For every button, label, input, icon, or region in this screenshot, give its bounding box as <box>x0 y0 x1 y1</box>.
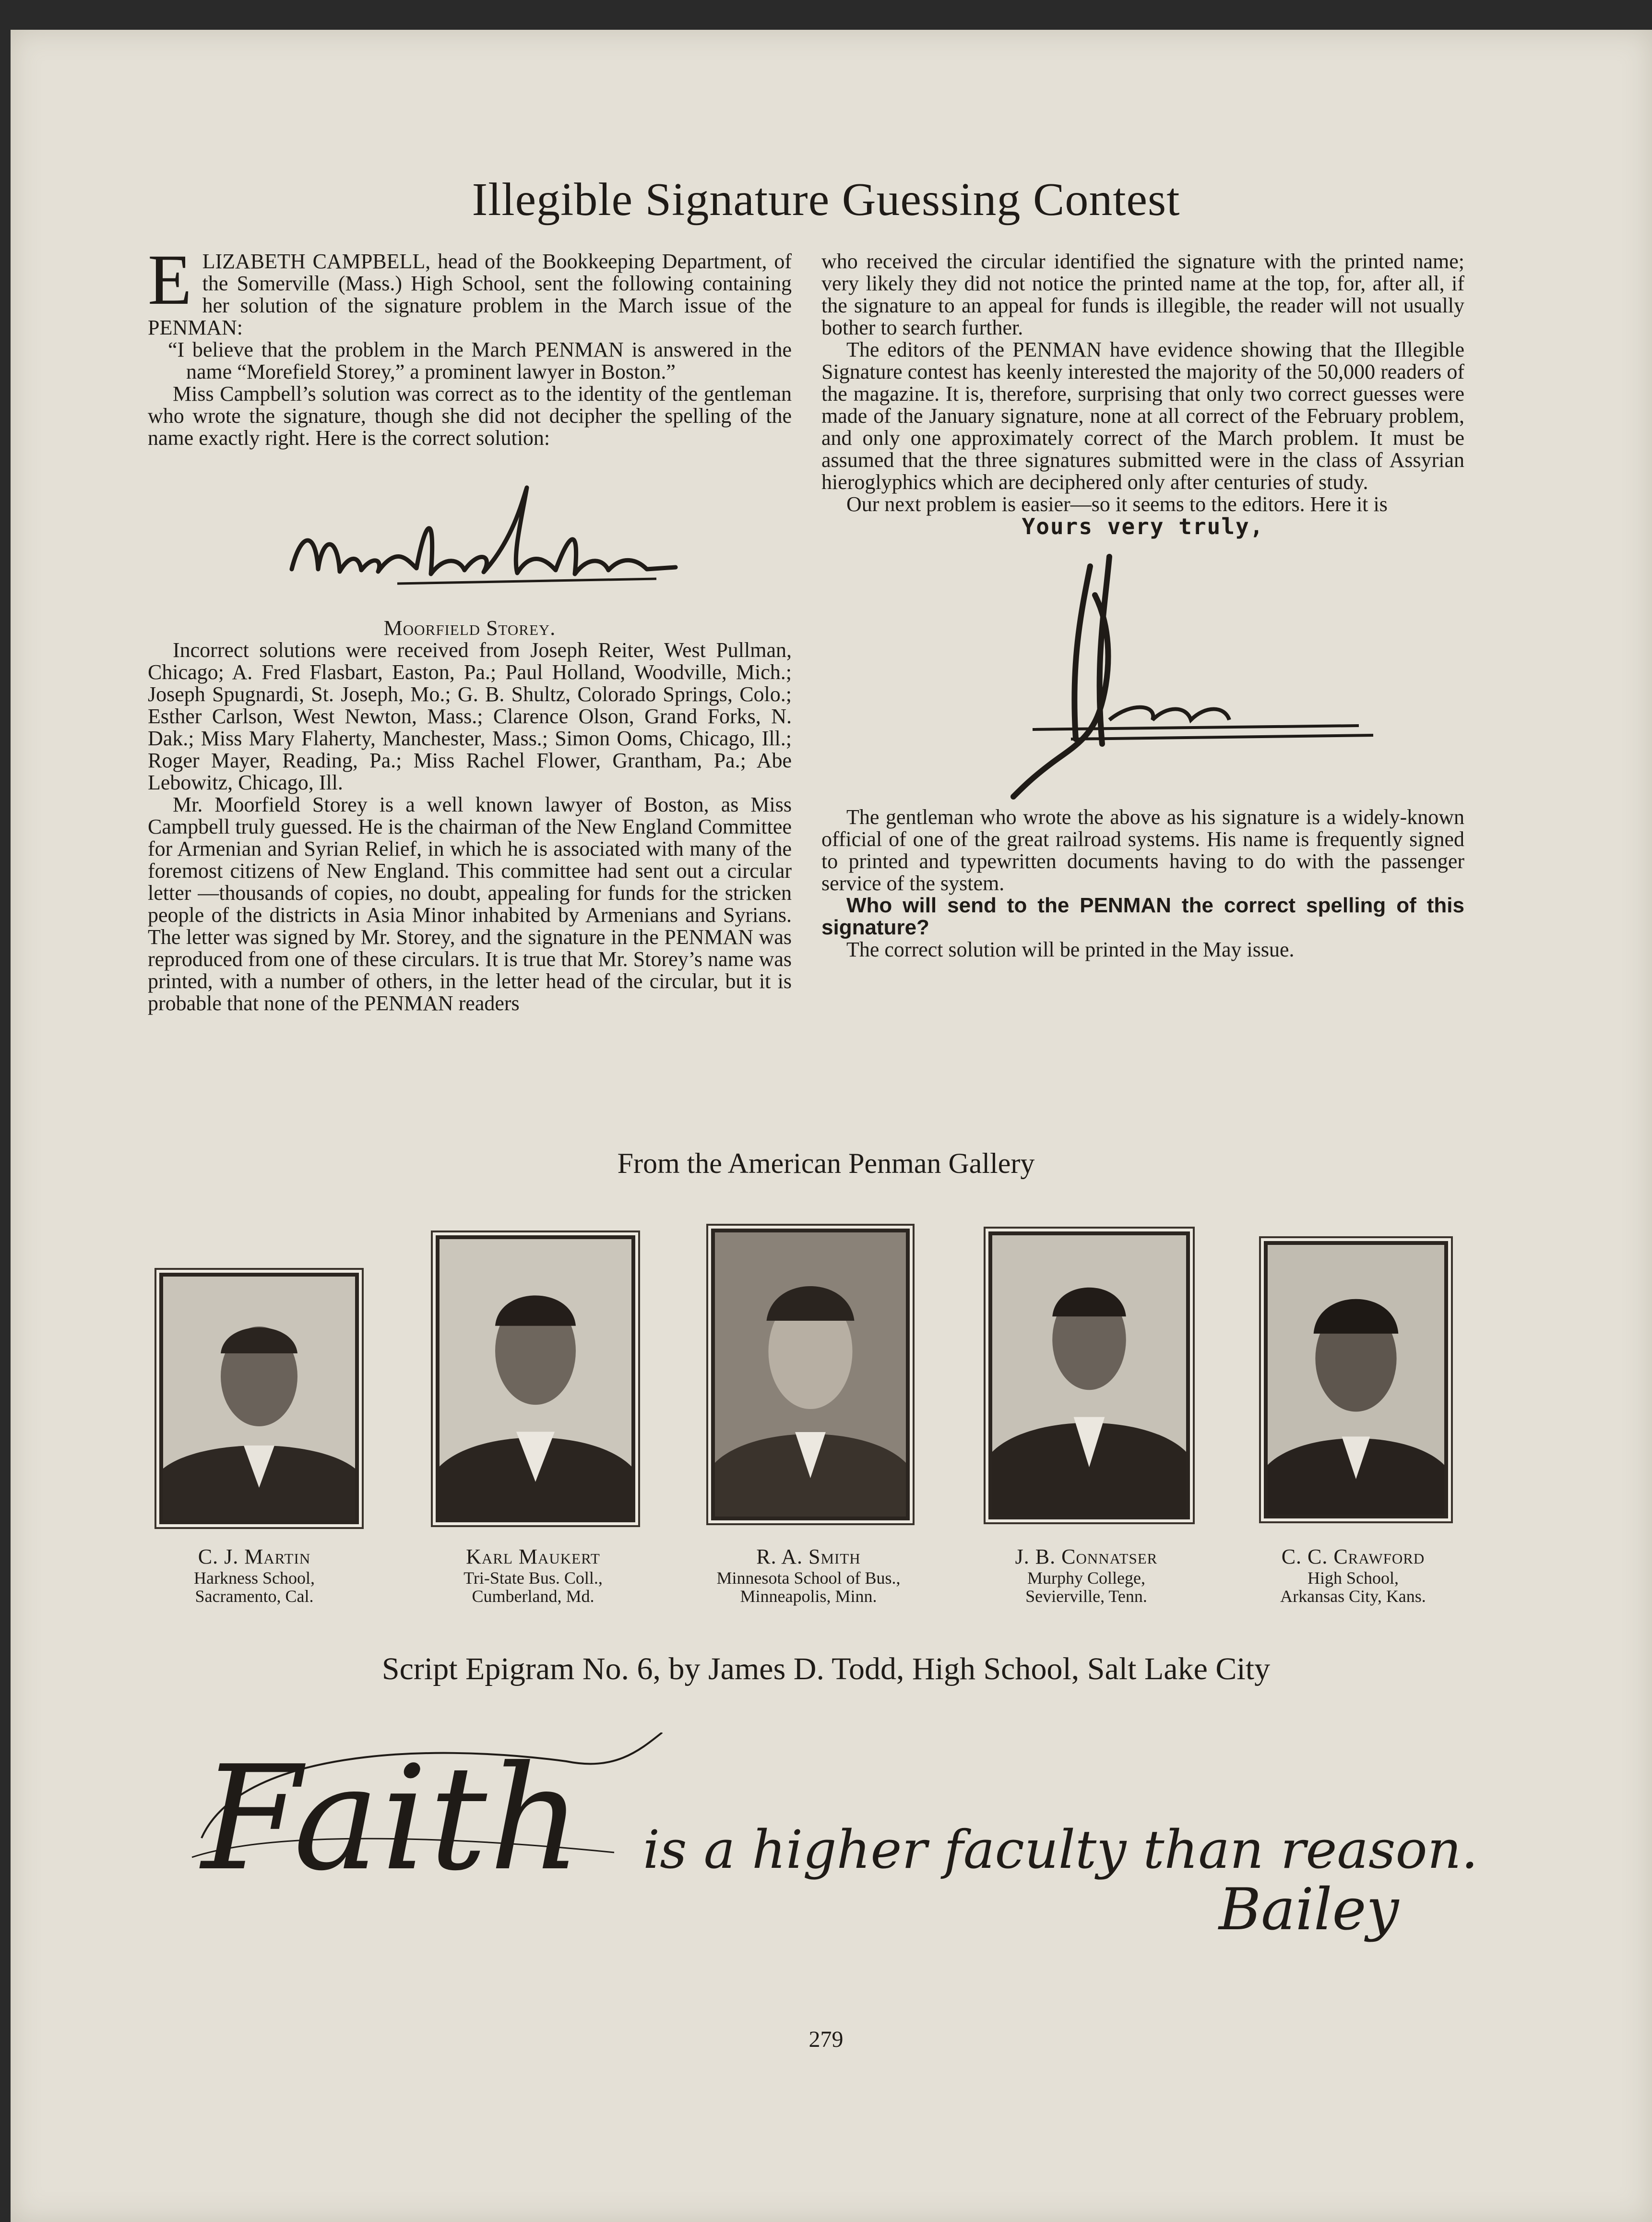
signature-problem-image <box>821 538 1464 806</box>
paragraph-may-issue: The correct solution will be printed in the May issue. <box>846 938 1295 961</box>
contest-question: Who will send to the PENMAN the correct spelling of this signature? <box>821 894 1464 939</box>
paragraph-solution: Miss Campbell’s solution was correct as to the identity of the gentleman who wrote the signature, though she did not decipher the spelling of the name exactly right. Here is the correct solution: <box>148 382 792 450</box>
paragraph-next-problem: Our next problem is easier—so it seems to the editors. Here it is <box>846 492 1388 516</box>
portrait-photo-smith <box>711 1229 910 1520</box>
epigram-author: Bailey <box>1219 1876 1399 1943</box>
paragraph-circular: who received the circular identified the signature with the printed name; very likely they did not notice the printed name at the top, for, after all, if the signature to an appeal for funds is illegible, the reader will not usually bother to search further. <box>821 250 1464 339</box>
portrait-photo-maukert <box>436 1235 635 1522</box>
signature-storey-image <box>148 459 792 612</box>
person-school: Murphy College, <box>1027 1568 1145 1588</box>
paragraph-incorrect: Incorrect solutions were received from Joseph Reiter, West Pullman, Chicago; A. Fred Flasbart, Easton, Pa.; Paul Holland, Woodville, Mich.; Joseph Spugnardi, St. Joseph, Mo.; G. B. Shultz, Colorado Springs, Colo.; Esther Carlson, West Newton, Mass.; Clarence Olson, Grand Forks, N. Dak.; Miss Mary Flaherty, Manchester, Mass.; Simon Ooms, Chicago, Ill.; Roger Mayer, Reading, Pa.; Miss Rachel Flower, Grantham, Pa.; Abe Lebowitz, Chicago, Ill. <box>148 638 792 794</box>
typed-closing: Yours very truly, <box>1022 514 1264 539</box>
page-number: 279 <box>808 2027 844 2052</box>
person-name: C. C. Crawford <box>1281 1545 1425 1568</box>
epigram-text: is a higher faculty than reason. <box>643 1819 1478 1880</box>
right-column <box>821 251 1464 961</box>
portrait-caption <box>971 1544 1201 1605</box>
person-city: Arkansas City, Kans. <box>1280 1587 1426 1606</box>
quote-campbell: “I believe that the problem in the March PENMAN is answered in the name “Morefield Storey,” a prominent lawyer in Boston.” <box>168 338 792 383</box>
left-column <box>148 240 792 1015</box>
person-city: Sacramento, Cal. <box>195 1587 314 1606</box>
signature-caption: Moorfield Storey. <box>383 616 556 640</box>
person-city: Cumberland, Md. <box>472 1587 594 1606</box>
paragraph-railroad: The gentleman who wrote the above as his signature is a widely-known official of one of the great railroad systems. His name is frequently signed to printed and typewritten documents having to do with the passenger service of the system. <box>821 805 1464 895</box>
person-name: Karl Maukert <box>466 1545 600 1568</box>
portrait-photo-crawford <box>1264 1241 1448 1518</box>
portrait-caption <box>420 1544 646 1605</box>
person-school: High School, <box>1307 1568 1399 1588</box>
portrait-photo-connatser <box>988 1231 1190 1519</box>
person-city: Sevierville, Tenn. <box>1025 1587 1147 1606</box>
person-school: Harkness School, <box>194 1568 315 1588</box>
person-school: Tri-State Bus. Coll., <box>464 1568 603 1588</box>
person-name: C. J. Martin <box>198 1545 311 1568</box>
paragraph-storey: Mr. Moorfield Storey is a well known lawyer of Boston, as Miss Campbell truly guessed. He is the chairman of the New England Committee for Armenian and Syrian Relief, in which he is associated with many of the foremost citizens of New England. This committee had sent out a circular letter —thousands of copies, no doubt, appealing for funds for the stricken people of the districts in Asia Minor inhabited by Armenians and Syrians. The letter was signed by Mr. Storey, and the signature in the PENMAN was reproduced from one of these circulars. It is true that Mr. Storey’s name was printed, with a number of others, in the letter head of the circular, but it is probable that none of the PENMAN readers <box>148 793 792 1015</box>
article-title: Illegible Signature Guessing Contest <box>472 174 1180 226</box>
person-city: Minneapolis, Minn. <box>740 1587 877 1606</box>
person-name: J. B. Connatser <box>1015 1545 1158 1568</box>
portrait-caption <box>686 1544 931 1605</box>
paragraph-intro: ELIZABETH CAMPBELL, head of the Bookkeeping Department, of the Somerville (Mass.) High School, sent the following containing her solution of the signature problem in the March issue of the PENMAN: <box>148 240 792 339</box>
portrait-photo-martin <box>159 1273 359 1524</box>
person-name: R. A. Smith <box>756 1545 861 1568</box>
person-school: Minnesota School of Bus., <box>716 1568 901 1588</box>
portrait-caption <box>144 1544 365 1605</box>
epigram-title: Script Epigram No. 6, by James D. Todd, High School, Salt Lake City <box>381 1651 1271 1686</box>
gallery-title: From the American Penman Gallery <box>617 1147 1035 1179</box>
epigram-word-faith: Faith <box>202 1735 584 1902</box>
drop-cap: E <box>148 240 192 320</box>
paragraph-editors: The editors of the PENMAN have evidence showing that the Illegible Signature contest has keenly interested the majority of the 50,000 readers of the magazine. It is, therefore, surprising that only two correct guesses were made of the January signature, none at all correct of the February problem, and only one approximately correct of the March problem. It must be assumed that the three signatures submitted were in the class of Assyrian hieroglyphics which are deciphered only after centuries of study. <box>821 338 1464 494</box>
portrait-caption <box>1238 1544 1468 1605</box>
